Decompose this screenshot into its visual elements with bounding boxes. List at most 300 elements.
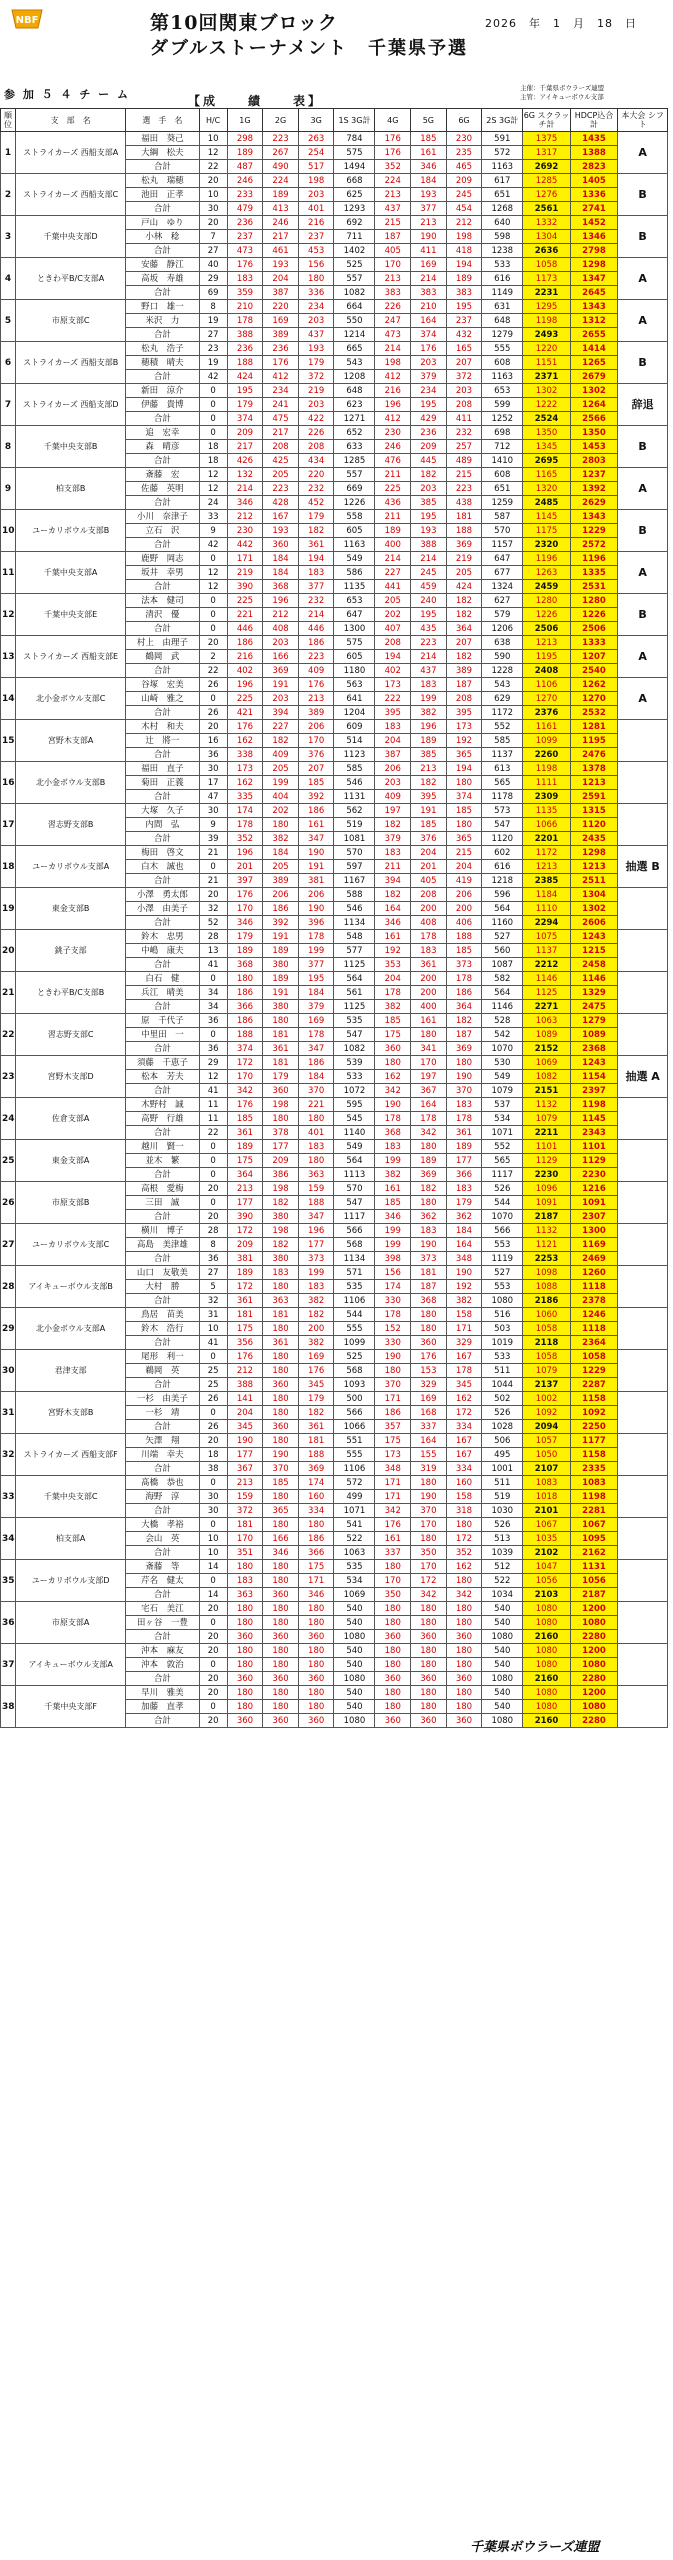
scratch-total-cell: 1222 [523, 398, 570, 412]
score-cell: 203 [298, 314, 334, 328]
scratch-total-cell: 2151 [523, 1084, 570, 1098]
hdcp-total-cell: 1246 [570, 1308, 617, 1322]
team-name-cell: ストライカーズ 西船支部B [16, 342, 126, 384]
score-cell: 166 [263, 1532, 299, 1546]
score-cell: 367 [227, 1462, 263, 1476]
score-cell: 653 [334, 594, 375, 608]
score-cell: 413 [263, 202, 299, 216]
table-row [1, 1308, 668, 1322]
score-cell: 350 [411, 1546, 447, 1560]
hdcp-total-cell: 1158 [570, 1448, 617, 1462]
total-label-cell: 合計 [126, 748, 199, 762]
score-cell: 181 [263, 1056, 299, 1070]
score-cell: 189 [263, 944, 299, 958]
score-cell: 577 [334, 944, 375, 958]
score-cell: 388 [227, 328, 263, 342]
scratch-total-cell: 1075 [523, 930, 570, 944]
score-cell: 602 [482, 846, 523, 860]
handicap-cell: 27 [199, 244, 227, 258]
score-cell: 175 [375, 1434, 411, 1448]
score-cell: 605 [334, 524, 375, 538]
score-cell: 190 [375, 1350, 411, 1364]
player-name-cell: 戸山 ゆり [126, 216, 199, 230]
total-label-cell: 合計 [126, 202, 199, 216]
player-name-cell: 会山 英 [126, 1532, 199, 1546]
score-cell: 171 [227, 552, 263, 566]
score-cell: 341 [411, 1042, 447, 1056]
rank-cell: 20 [1, 930, 16, 972]
hdcp-total-cell: 2803 [570, 454, 617, 468]
player-name-cell: 松本 芳夫 [126, 1070, 199, 1084]
total-label-cell: 合計 [126, 1714, 199, 1728]
page-title: 第10回関東ブロック [150, 12, 339, 34]
score-cell: 625 [334, 188, 375, 202]
scratch-total-cell: 1106 [523, 678, 570, 692]
score-cell: 162 [375, 1070, 411, 1084]
col-team: 支 部 名 [16, 109, 126, 132]
sponsor-line-2: 主管：アイキューボウル支部 [520, 93, 604, 101]
total-label-cell: 合計 [126, 958, 199, 972]
hdcp-total-cell: 1200 [570, 1686, 617, 1700]
handicap-cell: 21 [199, 874, 227, 888]
hdcp-total-cell: 1298 [570, 846, 617, 860]
score-cell: 555 [334, 1322, 375, 1336]
score-cell: 365 [446, 832, 482, 846]
handicap-cell: 34 [199, 986, 227, 1000]
hdcp-total-cell: 2506 [570, 622, 617, 636]
score-cell: 199 [298, 944, 334, 958]
score-cell: 373 [411, 1252, 447, 1266]
score-cell: 712 [482, 440, 523, 454]
score-cell: 236 [411, 426, 447, 440]
score-cell: 190 [446, 1266, 482, 1280]
score-cell: 473 [375, 328, 411, 342]
shift-cell [618, 1602, 668, 1644]
score-cell: 180 [263, 1392, 299, 1406]
total-label-cell: 合計 [126, 580, 199, 594]
score-cell: 587 [482, 510, 523, 524]
hdcp-total-cell: 1335 [570, 566, 617, 580]
score-cell: 522 [482, 1574, 523, 1588]
player-name-cell: 大村 勝 [126, 1280, 199, 1294]
scratch-total-cell: 2211 [523, 1126, 570, 1140]
score-cell: 241 [263, 398, 299, 412]
rank-cell: 28 [1, 1266, 16, 1308]
player-name-cell: 村上 由理子 [126, 636, 199, 650]
score-cell: 203 [446, 384, 482, 398]
total-label-cell: 合計 [126, 1210, 199, 1224]
score-cell: 205 [263, 468, 299, 482]
score-cell: 412 [375, 370, 411, 384]
hdcp-total-cell: 2335 [570, 1462, 617, 1476]
table-row [1, 720, 668, 734]
score-cell: 379 [411, 370, 447, 384]
score-cell: 188 [227, 1028, 263, 1042]
score-cell: 1300 [334, 622, 375, 636]
score-cell: 263 [298, 132, 334, 146]
score-cell: 366 [298, 1546, 334, 1560]
score-cell: 193 [411, 188, 447, 202]
score-cell: 206 [263, 888, 299, 902]
score-cell: 527 [482, 1266, 523, 1280]
scratch-total-cell: 2107 [523, 1462, 570, 1476]
hdcp-total-cell: 2397 [570, 1084, 617, 1098]
score-cell: 190 [375, 1098, 411, 1112]
hdcp-total-cell: 1260 [570, 1266, 617, 1280]
total-label-cell: 合計 [126, 160, 199, 174]
handicap-cell: 0 [199, 1140, 227, 1154]
score-cell: 222 [375, 692, 411, 706]
scratch-total-cell: 1172 [523, 846, 570, 860]
player-name-cell: 辻 將一 [126, 734, 199, 748]
score-cell: 199 [298, 1266, 334, 1280]
score-cell: 180 [446, 818, 482, 832]
score-cell: 175 [227, 1322, 263, 1336]
scratch-total-cell: 1375 [523, 132, 570, 146]
rank-cell: 31 [1, 1392, 16, 1434]
total-label-cell: 合計 [126, 1462, 199, 1476]
handicap-cell: 69 [199, 286, 227, 300]
handicap-cell: 20 [199, 1434, 227, 1448]
score-cell: 361 [298, 1420, 334, 1434]
score-cell: 363 [263, 1294, 299, 1308]
handicap-cell: 41 [199, 958, 227, 972]
score-cell: 190 [298, 902, 334, 916]
team-name-cell: 北小金ボウル支部C [16, 678, 126, 720]
score-cell: 361 [298, 538, 334, 552]
score-cell: 182 [375, 818, 411, 832]
rank-cell: 10 [1, 510, 16, 552]
scratch-total-cell: 1304 [523, 230, 570, 244]
score-cell: 418 [446, 244, 482, 258]
player-name-cell: 一杉 靖 [126, 1406, 199, 1420]
score-cell: 616 [482, 272, 523, 286]
score-cell: 572 [334, 1476, 375, 1490]
score-cell: 360 [298, 1672, 334, 1686]
score-cell: 173 [446, 720, 482, 734]
hdcp-total-cell: 2307 [570, 1210, 617, 1224]
score-cell: 345 [446, 1378, 482, 1392]
score-cell: 446 [227, 622, 263, 636]
score-cell: 161 [375, 1532, 411, 1546]
score-cell: 223 [411, 636, 447, 650]
scratch-total-cell: 1089 [523, 1028, 570, 1042]
hdcp-total-cell: 2531 [570, 580, 617, 594]
handicap-cell: 0 [199, 1700, 227, 1714]
score-cell: 161 [375, 930, 411, 944]
hdcp-total-cell: 1158 [570, 1392, 617, 1406]
hdcp-total-cell: 2823 [570, 160, 617, 174]
score-cell: 370 [298, 1084, 334, 1098]
score-cell: 183 [263, 1266, 299, 1280]
score-cell: 381 [227, 1252, 263, 1266]
scratch-total-cell: 1080 [523, 1616, 570, 1630]
score-cell: 193 [263, 524, 299, 538]
score-cell: 171 [446, 1322, 482, 1336]
shift-cell [618, 1224, 668, 1266]
score-cell: 224 [375, 174, 411, 188]
player-name-cell: 森 晴彦 [126, 440, 199, 454]
hdcp-total-cell: 2364 [570, 1336, 617, 1350]
hdcp-total-cell: 1195 [570, 734, 617, 748]
handicap-cell: 20 [199, 888, 227, 902]
score-cell: 1080 [334, 1672, 375, 1686]
table-row [1, 1560, 668, 1574]
table-row [1, 468, 668, 482]
score-cell: 208 [298, 440, 334, 454]
score-cell: 369 [446, 1042, 482, 1056]
score-cell: 203 [411, 482, 447, 496]
page-header [0, 0, 673, 60]
score-cell: 330 [375, 1336, 411, 1350]
team-name-cell: 宮野木支部A [16, 720, 126, 762]
total-label-cell: 合計 [126, 832, 199, 846]
score-cell: 206 [375, 762, 411, 776]
score-cell: 182 [411, 1182, 447, 1196]
score-cell: 200 [411, 972, 447, 986]
score-cell: 198 [375, 356, 411, 370]
score-cell: 189 [446, 1140, 482, 1154]
score-cell: 172 [227, 1224, 263, 1238]
score-cell: 318 [446, 1504, 482, 1518]
score-cell: 342 [227, 1084, 263, 1098]
handicap-cell: 0 [199, 608, 227, 622]
score-cell: 205 [375, 594, 411, 608]
team-name-cell: ストライカーズ 西船支部F [16, 1434, 126, 1476]
score-cell: 180 [263, 1280, 299, 1294]
table-row [1, 552, 668, 566]
hdcp-total-cell: 2798 [570, 244, 617, 258]
score-cell: 236 [227, 342, 263, 356]
score-cell: 586 [334, 566, 375, 580]
score-cell: 161 [411, 146, 447, 160]
score-cell: 170 [411, 1560, 447, 1574]
scratch-total-cell: 2294 [523, 916, 570, 930]
score-cell: 1324 [482, 580, 523, 594]
rank-cell: 36 [1, 1602, 16, 1644]
score-cell: 548 [334, 930, 375, 944]
score-cell: 426 [227, 454, 263, 468]
scratch-total-cell: 1198 [523, 762, 570, 776]
score-cell: 540 [482, 1686, 523, 1700]
score-cell: 419 [446, 874, 482, 888]
score-cell: 502 [482, 1392, 523, 1406]
score-cell: 369 [446, 538, 482, 552]
col-shift: 本大会 シフト [618, 109, 668, 132]
score-cell: 383 [411, 286, 447, 300]
team-name-cell: 柏支部B [16, 468, 126, 510]
score-cell: 177 [227, 1196, 263, 1210]
score-cell: 212 [227, 510, 263, 524]
score-cell: 1079 [482, 1084, 523, 1098]
handicap-cell: 32 [199, 1294, 227, 1308]
score-cell: 360 [263, 1420, 299, 1434]
score-cell: 1214 [334, 328, 375, 342]
table-row [1, 1056, 668, 1070]
score-cell: 196 [411, 720, 447, 734]
score-cell: 1123 [334, 748, 375, 762]
handicap-cell: 30 [199, 1504, 227, 1518]
team-name-cell: 君津支部 [16, 1350, 126, 1392]
hdcp-total-cell: 1279 [570, 1014, 617, 1028]
score-cell: 473 [227, 244, 263, 258]
score-cell: 176 [375, 1518, 411, 1532]
handicap-cell: 0 [199, 412, 227, 426]
score-cell: 189 [411, 734, 447, 748]
handicap-cell: 28 [199, 930, 227, 944]
score-cell: 1080 [482, 1294, 523, 1308]
score-cell: 161 [375, 1182, 411, 1196]
hdcp-total-cell: 1378 [570, 762, 617, 776]
score-cell: 652 [334, 426, 375, 440]
shift-cell [618, 804, 668, 846]
scratch-total-cell: 1121 [523, 1238, 570, 1252]
table-row [1, 1266, 668, 1280]
score-cell: 224 [263, 174, 299, 188]
score-cell: 245 [446, 188, 482, 202]
rank-cell: 32 [1, 1434, 16, 1476]
scratch-total-cell: 2485 [523, 496, 570, 510]
table-header-row [1, 109, 668, 132]
score-cell: 182 [446, 594, 482, 608]
score-cell: 368 [375, 1126, 411, 1140]
score-cell: 180 [263, 1350, 299, 1364]
score-cell: 459 [411, 580, 447, 594]
hdcp-total-cell: 1329 [570, 986, 617, 1000]
hdcp-total-cell: 1336 [570, 188, 617, 202]
score-cell: 379 [298, 1000, 334, 1014]
score-cell: 179 [263, 1070, 299, 1084]
handicap-cell: 11 [199, 1098, 227, 1112]
player-name-cell: 安藤 静江 [126, 258, 199, 272]
col-g4: 4G [375, 109, 411, 132]
hdcp-total-cell: 2343 [570, 1126, 617, 1140]
team-name-cell: 市原支部C [16, 300, 126, 342]
scratch-total-cell: 1080 [523, 1686, 570, 1700]
player-name-cell: 大綱 松夫 [126, 146, 199, 160]
score-cell: 372 [446, 370, 482, 384]
score-cell: 568 [334, 1238, 375, 1252]
score-cell: 345 [227, 1420, 263, 1434]
score-cell: 189 [411, 1154, 447, 1168]
score-cell: 178 [227, 314, 263, 328]
score-cell: 1204 [334, 706, 375, 720]
score-cell: 200 [446, 902, 482, 916]
score-cell: 180 [227, 1616, 263, 1630]
hdcp-total-cell: 1435 [570, 132, 617, 146]
handicap-cell: 33 [199, 510, 227, 524]
hdcp-total-cell: 1120 [570, 818, 617, 832]
scratch-total-cell: 1083 [523, 1476, 570, 1490]
table-row [1, 1350, 668, 1364]
score-cell: 360 [446, 1714, 482, 1728]
score-cell: 211 [375, 468, 411, 482]
score-cell: 1271 [334, 412, 375, 426]
score-cell: 1082 [334, 286, 375, 300]
score-cell: 205 [446, 566, 482, 580]
score-cell: 182 [446, 650, 482, 664]
player-name-cell: 兵江 晴美 [126, 986, 199, 1000]
score-cell: 190 [446, 1070, 482, 1084]
score-cell: 189 [446, 272, 482, 286]
score-cell: 389 [263, 328, 299, 342]
score-cell: 182 [411, 776, 447, 790]
rank-cell: 5 [1, 300, 16, 342]
score-cell: 201 [227, 860, 263, 874]
score-cell: 490 [263, 160, 299, 174]
score-cell: 370 [446, 1084, 482, 1098]
scratch-total-cell: 1056 [523, 1574, 570, 1588]
score-cell: 186 [227, 986, 263, 1000]
table-row [1, 1014, 668, 1028]
score-cell: 180 [298, 1616, 334, 1630]
score-cell: 164 [411, 1098, 447, 1112]
rank-cell: 17 [1, 804, 16, 846]
score-cell: 511 [482, 1364, 523, 1378]
handicap-cell: 0 [199, 426, 227, 440]
hdcp-total-cell: 2572 [570, 538, 617, 552]
scratch-total-cell: 2186 [523, 1294, 570, 1308]
score-cell: 180 [375, 1602, 411, 1616]
scratch-total-cell: 1302 [523, 384, 570, 398]
hdcp-total-cell: 1067 [570, 1518, 617, 1532]
score-cell: 348 [446, 1252, 482, 1266]
table-row [1, 1644, 668, 1658]
table-row [1, 972, 668, 986]
score-cell: 182 [298, 1406, 334, 1420]
shift-cell: B [618, 426, 668, 468]
score-cell: 246 [375, 440, 411, 454]
scratch-total-cell: 1132 [523, 1224, 570, 1238]
player-name-cell: 高野 行雄 [126, 1112, 199, 1126]
score-cell: 446 [298, 622, 334, 636]
rank-cell: 37 [1, 1644, 16, 1686]
col-total: 6G スクラッチ計 [523, 109, 570, 132]
scratch-total-cell: 1151 [523, 356, 570, 370]
score-cell: 441 [375, 580, 411, 594]
score-cell: 1034 [482, 1588, 523, 1602]
score-cell: 180 [446, 1700, 482, 1714]
score-cell: 361 [227, 1294, 263, 1308]
scratch-total-cell: 2118 [523, 1336, 570, 1350]
score-cell: 445 [411, 454, 447, 468]
score-cell: 187 [446, 678, 482, 692]
scratch-total-cell: 2160 [523, 1672, 570, 1686]
score-cell: 1131 [334, 790, 375, 804]
score-cell: 540 [334, 1700, 375, 1714]
score-cell: 172 [446, 1532, 482, 1546]
score-cell: 1140 [334, 1126, 375, 1140]
score-cell: 379 [375, 832, 411, 846]
handicap-cell: 14 [199, 1588, 227, 1602]
score-cell: 164 [375, 902, 411, 916]
score-cell: 214 [411, 272, 447, 286]
score-cell: 543 [482, 678, 523, 692]
handicap-cell: 52 [199, 916, 227, 930]
team-name-cell: 柏支部A [16, 1518, 126, 1560]
scratch-total-cell: 1098 [523, 1266, 570, 1280]
player-name-cell: 加藤 直孝 [126, 1700, 199, 1714]
handicap-cell: 9 [199, 524, 227, 538]
hdcp-total-cell: 1216 [570, 1182, 617, 1196]
score-cell: 360 [375, 1630, 411, 1644]
scratch-total-cell: 1058 [523, 1350, 570, 1364]
score-cell: 558 [334, 510, 375, 524]
player-name-cell: 池田 正孝 [126, 188, 199, 202]
rank-cell: 27 [1, 1224, 16, 1266]
handicap-cell: 36 [199, 748, 227, 762]
score-cell: 230 [227, 524, 263, 538]
